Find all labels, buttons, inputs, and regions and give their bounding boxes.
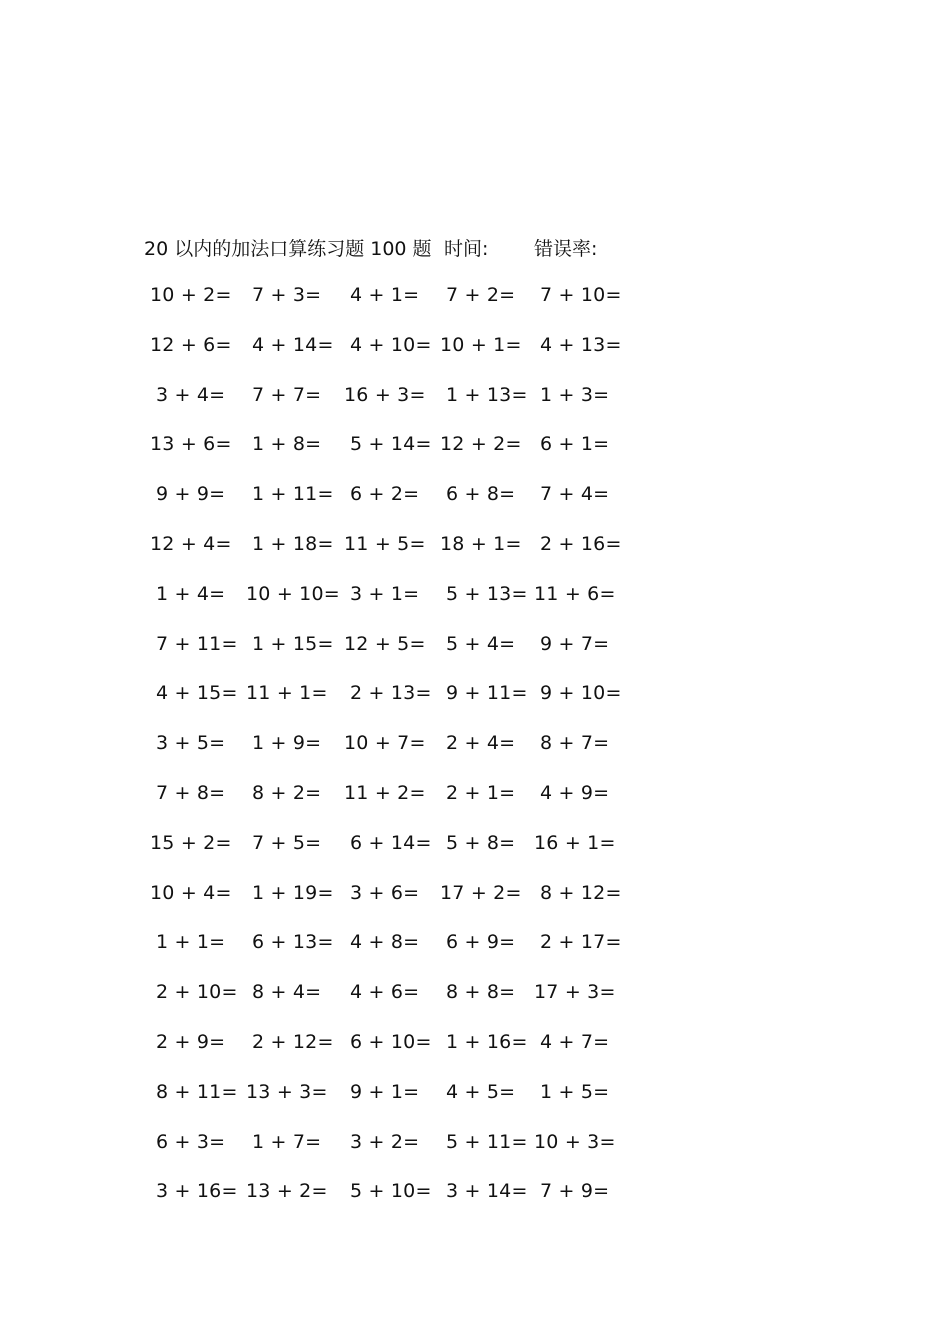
problem-cell: 11 + 1= — [246, 682, 328, 705]
problem-cell: 7 + 2= — [446, 284, 516, 306]
problem-cell: 7 + 11= — [156, 632, 238, 655]
problem-cell: 6 + 3= — [156, 1130, 226, 1153]
problem-cell: 1 + 8= — [252, 433, 322, 456]
problem-cell: 9 + 7= — [540, 632, 610, 655]
problem-cell: 8 + 12= — [540, 881, 622, 904]
problem-cell: 18 + 1= — [440, 533, 522, 555]
problem-cell: 1 + 16= — [446, 1031, 528, 1053]
problem-cell: 5 + 10= — [350, 1180, 432, 1203]
problem-cell: 5 + 8= — [446, 831, 516, 854]
problem-cell: 1 + 18= — [252, 533, 334, 555]
problem-cell: 8 + 2= — [252, 782, 322, 804]
problem-cell: 8 + 11= — [156, 1080, 238, 1103]
problem-row — [150, 284, 650, 314]
problem-cell: 4 + 10= — [350, 333, 432, 356]
problem-cell: 2 + 1= — [446, 782, 516, 804]
problem-row — [150, 384, 650, 414]
problem-cell: 5 + 11= — [446, 1130, 528, 1153]
problem-row — [150, 832, 650, 862]
problem-row — [150, 732, 650, 762]
problem-cell: 2 + 17= — [540, 931, 622, 954]
problem-cell: 17 + 2= — [440, 881, 522, 904]
problem-cell: 1 + 7= — [252, 1130, 322, 1153]
problem-cell: 1 + 1= — [156, 931, 226, 954]
problem-cell: 1 + 13= — [446, 383, 528, 406]
problem-row — [150, 882, 650, 912]
problem-cell: 7 + 10= — [540, 284, 622, 306]
problem-cell: 4 + 13= — [540, 333, 622, 356]
problem-row — [150, 433, 650, 463]
problem-cell: 3 + 6= — [350, 881, 420, 904]
problem-cell: 1 + 5= — [540, 1080, 610, 1103]
problem-cell: 4 + 6= — [350, 981, 420, 1004]
problem-cell: 13 + 3= — [246, 1080, 328, 1103]
problem-cell: 12 + 5= — [344, 632, 426, 655]
problem-cell: 3 + 16= — [156, 1180, 238, 1203]
problem-cell: 2 + 9= — [156, 1031, 226, 1053]
problem-cell: 7 + 4= — [540, 483, 610, 506]
problem-cell: 1 + 11= — [252, 483, 334, 506]
problem-cell: 8 + 7= — [540, 732, 610, 755]
problem-cell: 4 + 5= — [446, 1080, 516, 1103]
problem-cell: 10 + 10= — [246, 582, 340, 605]
problem-cell: 3 + 4= — [156, 383, 226, 406]
error-rate-label: 错误率: — [534, 238, 598, 260]
problem-cell: 4 + 7= — [540, 1031, 610, 1053]
problem-cell: 6 + 8= — [446, 483, 516, 506]
problem-row — [150, 583, 650, 613]
problem-cell: 10 + 2= — [150, 284, 232, 306]
problem-cell: 7 + 5= — [252, 831, 322, 854]
problem-cell: 7 + 9= — [540, 1180, 610, 1203]
problem-cell: 3 + 14= — [446, 1180, 528, 1203]
problem-row — [150, 633, 650, 663]
problem-cell: 3 + 2= — [350, 1130, 420, 1153]
problem-cell: 7 + 8= — [156, 782, 226, 804]
problem-cell: 5 + 13= — [446, 582, 528, 605]
problem-cell: 4 + 8= — [350, 931, 420, 954]
problem-row — [150, 334, 650, 364]
worksheet-title: 20 以内的加法口算练习题 100 题 — [144, 238, 432, 260]
problem-cell: 1 + 3= — [540, 383, 610, 406]
problem-row — [150, 931, 650, 961]
problem-row — [150, 782, 650, 812]
problem-cell: 2 + 12= — [252, 1031, 334, 1053]
problem-row — [150, 1031, 650, 1061]
problem-cell: 6 + 14= — [350, 831, 432, 854]
problem-cell: 16 + 3= — [344, 383, 426, 406]
problem-cell: 16 + 1= — [534, 831, 616, 854]
problem-cell: 9 + 10= — [540, 682, 622, 705]
problem-row — [150, 682, 650, 712]
problem-row — [150, 1081, 650, 1111]
problem-cell: 3 + 1= — [350, 582, 420, 605]
problem-cell: 4 + 15= — [156, 682, 238, 705]
problem-row — [150, 981, 650, 1011]
problem-cell: 17 + 3= — [534, 981, 616, 1004]
problem-row — [150, 1131, 650, 1161]
problem-cell: 8 + 4= — [252, 981, 322, 1004]
problem-cell: 4 + 14= — [252, 333, 334, 356]
problem-cell: 5 + 14= — [350, 433, 432, 456]
problem-cell: 13 + 6= — [150, 433, 232, 456]
problem-cell: 11 + 5= — [344, 533, 426, 555]
problem-cell: 15 + 2= — [150, 831, 232, 854]
problem-cell: 4 + 9= — [540, 782, 610, 804]
problem-cell: 7 + 3= — [252, 284, 322, 306]
problem-cell: 10 + 7= — [344, 732, 426, 755]
problem-cell: 6 + 10= — [350, 1031, 432, 1053]
problem-cell: 5 + 4= — [446, 632, 516, 655]
problem-cell: 10 + 3= — [534, 1130, 616, 1153]
problem-cell: 6 + 1= — [540, 433, 610, 456]
problem-cell: 2 + 10= — [156, 981, 238, 1004]
problem-row — [150, 483, 650, 513]
problem-cell: 9 + 11= — [446, 682, 528, 705]
problem-cell: 11 + 2= — [344, 782, 426, 804]
problem-cell: 3 + 5= — [156, 732, 226, 755]
problem-cell: 1 + 4= — [156, 582, 226, 605]
problem-row — [150, 1180, 650, 1210]
problem-cell: 1 + 15= — [252, 632, 334, 655]
problem-cell: 12 + 2= — [440, 433, 522, 456]
problem-cell: 12 + 4= — [150, 533, 232, 555]
problem-cell: 9 + 1= — [350, 1080, 420, 1103]
problem-cell: 1 + 19= — [252, 881, 334, 904]
problem-row — [150, 533, 650, 563]
problem-cell: 8 + 8= — [446, 981, 516, 1004]
problem-cell: 4 + 1= — [350, 284, 420, 306]
problem-cell: 6 + 13= — [252, 931, 334, 954]
problem-cell: 2 + 13= — [350, 682, 432, 705]
problem-cell: 1 + 9= — [252, 732, 322, 755]
time-label: 时间: — [444, 238, 489, 260]
problem-cell: 13 + 2= — [246, 1180, 328, 1203]
problem-cell: 7 + 7= — [252, 383, 322, 406]
problem-cell: 2 + 16= — [540, 533, 622, 555]
problem-cell: 6 + 9= — [446, 931, 516, 954]
problem-cell: 10 + 1= — [440, 333, 522, 356]
problem-cell: 2 + 4= — [446, 732, 516, 755]
problem-cell: 12 + 6= — [150, 333, 232, 356]
problem-cell: 10 + 4= — [150, 881, 232, 904]
problem-cell: 6 + 2= — [350, 483, 420, 506]
problem-cell: 11 + 6= — [534, 582, 616, 605]
problem-cell: 9 + 9= — [156, 483, 226, 506]
